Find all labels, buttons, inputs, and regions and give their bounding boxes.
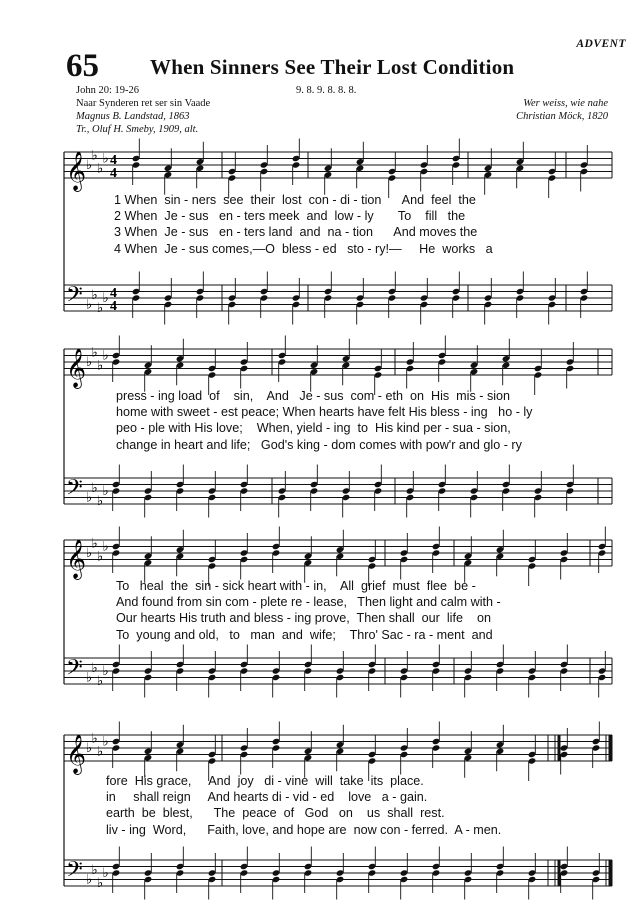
scripture-ref: John 20: 19-26 [76, 85, 139, 96]
time-signature: 4 [110, 166, 117, 181]
flat-icon: ♭ [86, 355, 93, 370]
flat-icon: ♭ [86, 670, 93, 686]
verse-line: 3 When Je - sus en - ters land and na - tion And moves the [114, 225, 478, 240]
bass-clef-icon: 𝄢 [66, 655, 83, 686]
verse-line: earth be blest, The peace of God on us shall rest. [106, 806, 445, 821]
flat-icon: ♭ [91, 345, 98, 361]
flat-icon: ♭ [102, 664, 109, 679]
flat-icon: ♭ [97, 673, 104, 689]
treble-clef-icon: 𝄞 [66, 539, 87, 579]
flat-icon: ♭ [86, 546, 93, 561]
flat-icon: ♭ [102, 291, 109, 306]
translator: Tr., Oluf H. Smeby, 1909, alt. [76, 124, 199, 135]
flat-icon: ♭ [97, 358, 104, 374]
verse-line: 2 When Je - sus en - ters meek and low - ly To fill the [114, 209, 466, 224]
verse-line: And found from sin com - plete re - lease, Then light and calm with - [116, 595, 501, 610]
flat-icon: ♭ [97, 161, 104, 177]
author: Magnus B. Landstad, 1863 [76, 111, 190, 122]
time-signature: 4 [110, 299, 117, 314]
verse-line: in shall reign And hearts di - vid - ed love a - gain. [106, 790, 428, 805]
composer: Christian Möck, 1820 [516, 111, 608, 122]
verse-line: home with sweet - est peace; When hearts have felt His bless - ing ho - ly [116, 405, 533, 420]
time-signature: 4 [110, 153, 117, 168]
verse-line: peo - ple with His love; When, yield - ing to His kind per - sua - sion, [116, 421, 511, 436]
flat-icon: ♭ [86, 297, 93, 313]
verse-line: Our hearts His truth and bless - ing prove, Then shall our life on [116, 611, 491, 626]
flat-icon: ♭ [86, 872, 93, 888]
bass-clef-icon: 𝄢 [66, 857, 83, 888]
verse-line: 1 When sin - ners see their lost con - di - tion And feel the [114, 193, 476, 207]
verse-line: To heal the sin - sick heart with - in, All grief must flee be - [116, 579, 476, 593]
flat-icon: ♭ [91, 731, 98, 747]
flat-icon: ♭ [91, 148, 98, 164]
verse-line: 4 When Je - sus comes,—O bless - ed sto - ry!— He works a [114, 241, 493, 256]
flat-icon: ♭ [86, 490, 93, 506]
flat-icon: ♭ [91, 660, 98, 676]
verse-line: liv - ing Word, Faith, love, and hope are now con - ferred. A - men. [106, 822, 502, 837]
flat-icon: ♭ [91, 287, 98, 303]
flat-icon: ♭ [97, 300, 104, 316]
flat-icon: ♭ [97, 744, 104, 760]
flat-icon: ♭ [91, 480, 98, 496]
hymn-title: When Sinners See Their Lost Condition [150, 55, 515, 79]
flat-icon: ♭ [97, 549, 104, 565]
verse-line: change in heart and life; God's king - dom comes with pow'r and glo - ry [116, 437, 522, 452]
section-label: ADVENT [576, 38, 626, 50]
tune-name: Wer weiss, wie nahe [523, 98, 608, 109]
flat-icon: ♭ [102, 734, 109, 750]
original-title: Naar Synderen ret ser sin Vaade [76, 98, 211, 109]
meter: 9. 8. 9. 8. 8. 8. [296, 85, 357, 96]
verse-line: fore His grace, And joy di - vine will take its place. [106, 774, 424, 788]
verse-line: press - ing load of sin, And Je - sus com - eth on His mis - sion [116, 389, 511, 403]
flat-icon: ♭ [97, 875, 104, 891]
flat-icon: ♭ [86, 741, 93, 756]
treble-clef-icon: 𝄞 [66, 734, 87, 774]
flat-icon: ♭ [102, 151, 109, 167]
time-signature: 4 [110, 286, 117, 301]
flat-icon: ♭ [97, 493, 104, 509]
flat-icon: ♭ [102, 539, 109, 555]
treble-clef-icon: 𝄞 [66, 151, 87, 191]
flat-icon: ♭ [91, 862, 98, 878]
flat-icon: ♭ [91, 536, 98, 552]
flat-icon: ♭ [86, 158, 93, 173]
verse-line: To young and old, to man and wife; Thro' Sac - ra - ment and [116, 627, 493, 642]
treble-clef-icon: 𝄞 [66, 348, 87, 388]
hymn-number: 65 [66, 48, 99, 84]
flat-icon: ♭ [102, 348, 109, 364]
flat-icon: ♭ [102, 866, 109, 881]
bass-clef-icon: 𝄢 [66, 475, 83, 506]
bass-clef-icon: 𝄢 [66, 282, 83, 313]
flat-icon: ♭ [102, 484, 109, 499]
